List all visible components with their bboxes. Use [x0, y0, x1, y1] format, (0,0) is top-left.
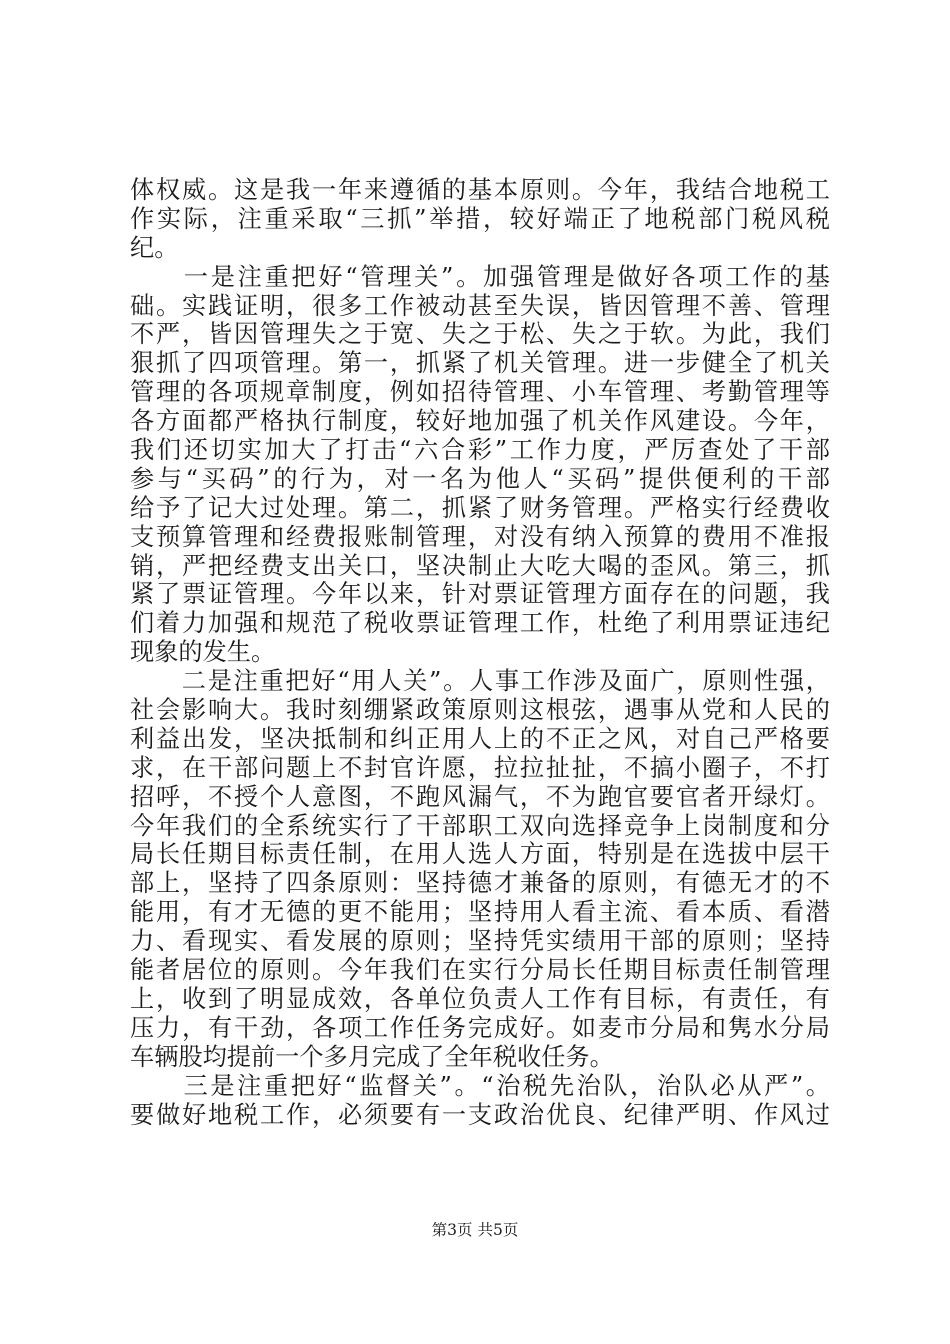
- text-line: 们着力加强和规范了税收票证管理工作，杜绝了利用票证违纪: [130, 609, 830, 638]
- text-line: 体权威。这是我一年来遵循的基本原则。今年，我结合地税工: [130, 176, 830, 204]
- document-body: [130, 176, 830, 1129]
- text-line: 纪。: [130, 233, 179, 262]
- text-line: 社会影响大。我时刻绷紧政策原则这根弦，遇事从党和人民的: [130, 696, 830, 725]
- text-line: 销，严把经费支出关口，坚决制止大吃大喝的歪风。第三，抓: [130, 551, 830, 580]
- text-line: 给予了记大过处理。第二，抓紧了财务管理。严格实行经费收: [130, 493, 830, 522]
- text-line: 现象的发生。: [130, 638, 276, 667]
- text-line: 各方面都严格执行制度，较好地加强了机关作风建设。今年，: [130, 407, 830, 436]
- text-line: 参与“买码”的行为，对一名为他人“买码”提供便利的干部: [130, 464, 830, 493]
- text-line: 三是注重把好“监督关”。“治税先治队，治队必从严”。: [130, 1071, 830, 1100]
- text-line: 我们还切实加大了打击“六合彩”工作力度，严厉查处了干部: [130, 436, 830, 465]
- text-line: 能用，有才无德的更不能用；坚持用人看主流、看本质、看潜: [130, 898, 830, 927]
- text-line: 上，收到了明显成效，各单位负责人工作有目标，有责任，有: [130, 984, 830, 1013]
- text-line: 车辆股均提前一个多月完成了全年税收任务。: [130, 1042, 614, 1071]
- text-line: 支预算管理和经费报账制管理，对没有纳入预算的费用不准报: [130, 522, 830, 551]
- page-footer: 第3页 共5页: [431, 1221, 519, 1239]
- text-line: 紧了票证管理。今年以来，针对票证管理方面存在的问题，我: [130, 580, 830, 609]
- text-line: 部上，坚持了四条原则：坚持德才兼备的原则，有德无才的不: [130, 869, 830, 898]
- text-line: 狠抓了四项管理。第一，抓紧了机关管理。进一步健全了机关: [130, 349, 830, 378]
- text-line: 压力，有干劲，各项工作任务完成好。如麦市分局和隽水分局: [130, 1013, 830, 1042]
- text-line: 今年我们的全系统实行了干部职工双向选择竞争上岗制度和分: [130, 811, 830, 840]
- text-line: 利益出发，坚决抵制和纠正用人上的不正之风，对自己严格要: [130, 724, 830, 753]
- text-line: 求，在干部问题上不封官许愿，拉拉扯扯，不搞小圈子，不打: [130, 753, 830, 782]
- text-line: 二是注重把好“用人关”。人事工作涉及面广，原则性强，: [130, 667, 830, 696]
- text-line: 础。实践证明，很多工作被动甚至失误，皆因管理不善、管理: [130, 291, 830, 320]
- text-line: 力、看现实、看发展的原则；坚持凭实绩用干部的原则；坚持: [130, 927, 830, 956]
- text-line: 不严，皆因管理失之于宽、失之于松、失之于软。为此，我们: [130, 320, 830, 349]
- text-line: 一是注重把好“管理关”。加强管理是做好各项工作的基: [130, 262, 830, 291]
- text-line: 能者居位的原则。今年我们在实行分局长任期目标责任制管理: [130, 956, 830, 985]
- text-line: 招呼，不授个人意图，不跑风漏气，不为跑官要官者开绿灯。: [130, 782, 830, 811]
- text-line: 要做好地税工作，必须要有一支政治优良、纪律严明、作风过: [130, 1100, 830, 1129]
- text-line: 作实际，注重采取“三抓”举措，较好端正了地税部门税风税: [130, 204, 830, 233]
- text-line: 管理的各项规章制度，例如招待管理、小车管理、考勤管理等: [130, 378, 830, 407]
- text-line: 局长任期目标责任制，在用人选人方面，特别是在选拔中层干: [130, 840, 830, 869]
